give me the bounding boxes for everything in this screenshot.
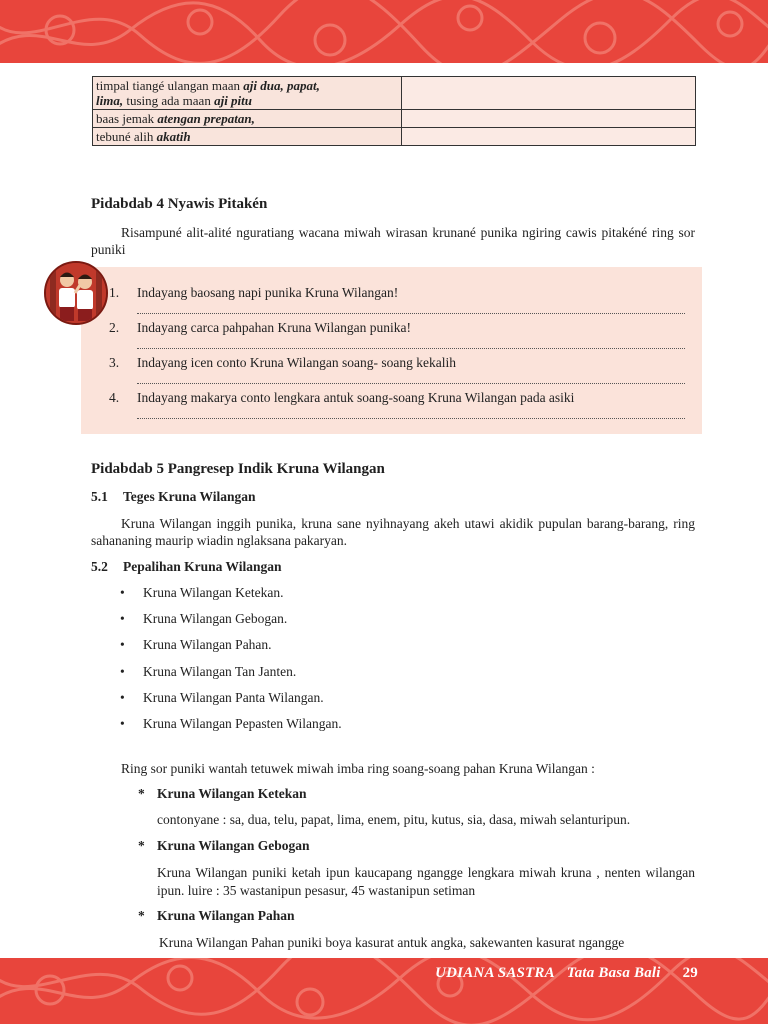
- category-title: Kruna Wilangan Pahan: [157, 908, 295, 923]
- table-cell-empty: [402, 77, 696, 110]
- question-item: [109, 285, 689, 301]
- question-text: Indayang carca pahpahan Kruna Wilangan punika!: [137, 320, 411, 335]
- subsection-number: 5.2: [91, 559, 108, 574]
- list-item-text: Kruna Wilangan Pepasten Wilangan.: [143, 716, 342, 731]
- students-illustration-icon: [44, 261, 108, 325]
- question-number: 1.: [109, 285, 120, 300]
- question-item: [109, 390, 689, 406]
- question-text: Indayang icen conto Kruna Wilangan soang- soang kekalih: [137, 355, 456, 370]
- cell-emphasis: akatih: [156, 129, 191, 144]
- question-number: 4.: [109, 390, 120, 405]
- category-title: Kruna Wilangan Ketekan: [157, 786, 307, 801]
- cell-emphasis: aji pitu: [214, 93, 253, 108]
- section-4-intro: Risampuné alit-alité nguratiang wacana miwah wirasan krunané punika ngiring cawis pitakéné ring sor puniki: [91, 225, 695, 257]
- category-text: Kruna Wilangan puniki ketah ipun kaucapang ngangge lengkara miwah kruna , nenten wilangan ipun. luire : 35 wastanipun pesasur, 45 wastanipun setiman: [157, 865, 695, 898]
- list-item: • Kruna Wilangan Pahan.: [120, 637, 272, 652]
- cell-text: tusing ada maan: [123, 93, 215, 108]
- page-footer: [435, 965, 698, 982]
- table-row: [93, 110, 696, 128]
- table-row: [93, 128, 696, 146]
- category-text: Kruna Wilangan Pahan puniki boya kasurat antuk angka, sakewanten kasurat ngangge: [159, 935, 625, 950]
- list-item-text: Kruna Wilangan Ketekan.: [143, 585, 284, 600]
- question-number: 2.: [109, 320, 120, 335]
- subsection-5-1: [91, 489, 256, 505]
- cell-text: timpal tiangé ulangan maan: [96, 78, 244, 93]
- cell-emphasis: atengan prepatan,: [157, 111, 255, 126]
- question-number: 3.: [109, 355, 120, 370]
- category-heading: * Kruna Wilangan Ketekan: [138, 786, 307, 801]
- list-item: • Kruna Wilangan Tan Janten.: [120, 664, 297, 679]
- category-heading: * Kruna Wilangan Pahan: [138, 908, 295, 923]
- category-title: Kruna Wilangan Gebogan: [157, 838, 310, 853]
- book-subtitle: Tata Basa Bali: [566, 965, 661, 981]
- cell-emphasis: lima,: [96, 93, 124, 108]
- definition-text: Kruna Wilangan inggih punika, kruna sane nyihnayang akeh utawi akidik pupulan barang-barang, ring sahananing maurip wiadin nglaksana pakaryan.: [91, 516, 695, 548]
- wilangan-table: [92, 76, 696, 146]
- book-title: UDIANA SASTRA: [435, 965, 555, 981]
- list-item-text: Kruna Wilangan Pahan.: [143, 637, 272, 652]
- list-item-text: Kruna Wilangan Tan Janten.: [143, 664, 297, 679]
- lead-text: Ring sor puniki wantah tetuwek miwah imba ring soang-soang pahan Kruna Wilangan :: [121, 761, 595, 776]
- answer-line[interactable]: [137, 313, 685, 314]
- answer-line[interactable]: [137, 383, 685, 384]
- list-item-text: Kruna Wilangan Gebogan.: [143, 611, 288, 626]
- section-4-title: Pidabdab 4 Nyawis Pitakén: [91, 196, 268, 212]
- table-cell-empty: [402, 110, 696, 128]
- list-item: • Kruna Wilangan Gebogan.: [120, 611, 288, 626]
- table-cell: [93, 128, 402, 146]
- question-item: [109, 355, 689, 371]
- subsection-title: Teges Kruna Wilangan: [123, 489, 256, 504]
- answer-line[interactable]: [137, 348, 685, 349]
- question-text: Indayang makarya conto lengkara antuk soang-soang Kruna Wilangan pada asiki: [137, 390, 575, 405]
- batik-ornament: [0, 0, 768, 63]
- question-text: Indayang baosang napi punika Kruna Wilangan!: [137, 285, 399, 300]
- section-5-title: Pidabdab 5 Pangresep Indik Kruna Wilangan: [91, 461, 385, 477]
- category-heading: * Kruna Wilangan Gebogan: [138, 838, 310, 853]
- subsection-title: Pepalihan Kruna Wilangan: [123, 559, 282, 574]
- list-item: • Kruna Wilangan Panta Wilangan.: [120, 690, 324, 705]
- list-item-text: Kruna Wilangan Panta Wilangan.: [143, 690, 324, 705]
- list-item: • Kruna Wilangan Ketekan.: [120, 585, 284, 600]
- cell-emphasis: aji dua, papat,: [243, 78, 320, 93]
- question-item: [109, 320, 689, 336]
- header-banner: [0, 0, 768, 63]
- table-cell: [93, 77, 402, 110]
- page-number: 29: [682, 965, 698, 981]
- subsection-5-2: [91, 559, 282, 575]
- cell-text: tebuné alih: [96, 129, 157, 144]
- category-text: contonyane : sa, dua, telu, papat, lima, enem, pitu, kutus, sia, dasa, miwah selanturipun.: [157, 812, 631, 827]
- subsection-number: 5.1: [91, 489, 108, 504]
- table-cell: [93, 110, 402, 128]
- table-cell-empty: [402, 128, 696, 146]
- answer-line[interactable]: [137, 418, 685, 419]
- table-row: [93, 77, 696, 110]
- cell-text: baas jemak: [96, 111, 158, 126]
- list-item: • Kruna Wilangan Pepasten Wilangan.: [120, 716, 342, 731]
